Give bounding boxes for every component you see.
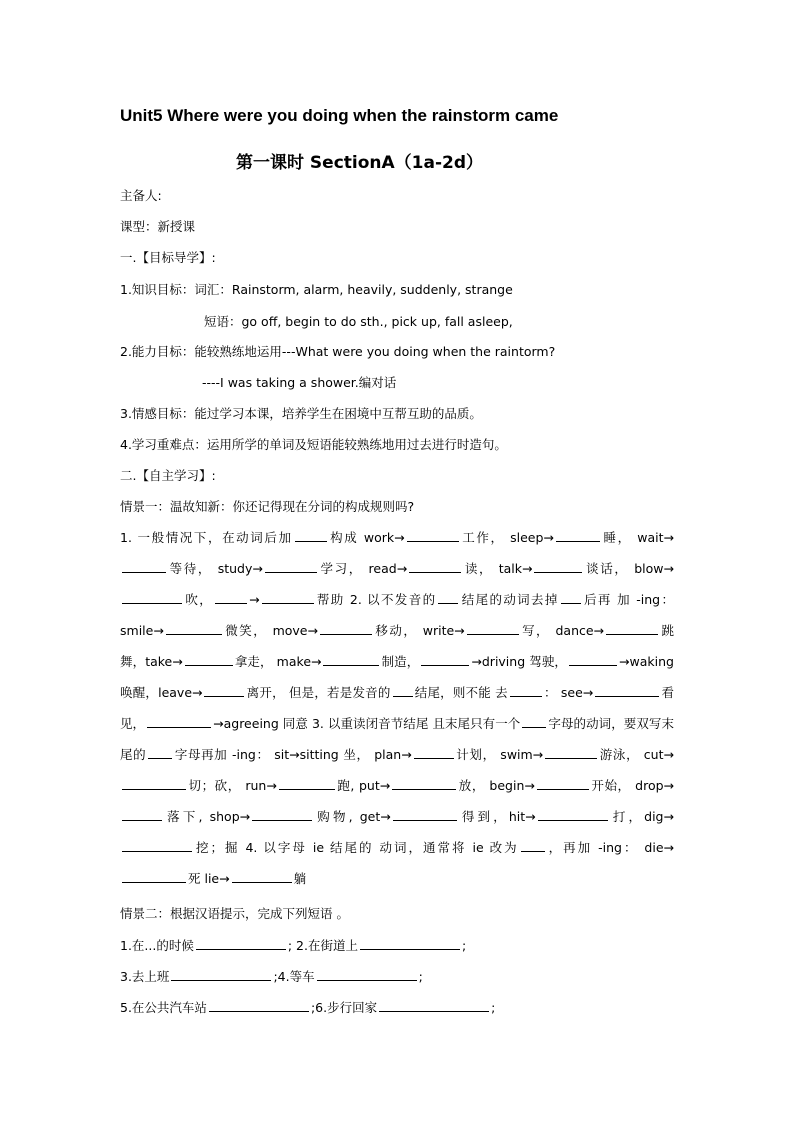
blank[interactable] [393, 683, 413, 697]
blank[interactable] [538, 807, 608, 821]
blank[interactable] [537, 776, 589, 790]
blank[interactable] [421, 652, 469, 666]
blank[interactable] [122, 838, 192, 852]
blank[interactable] [521, 838, 545, 852]
scene2-title: 情景二：根据汉语提示，完成下列短语 。 [120, 906, 349, 921]
blank[interactable] [252, 807, 312, 821]
blank[interactable] [510, 683, 542, 697]
blank[interactable] [379, 998, 489, 1012]
blank[interactable] [407, 528, 459, 542]
blank[interactable] [215, 590, 247, 604]
key-points: 4.学习重难点：运用所学的单词及短语能较熟练地用过去进行时造句。 [120, 437, 507, 452]
blank[interactable] [561, 590, 581, 604]
blank[interactable] [166, 621, 222, 635]
blank[interactable] [545, 745, 597, 759]
phrase-row-1: 1.在...的时候 ; 2.在街道上 ; [120, 938, 467, 953]
section1-heading: 一.【目标导学】: [120, 250, 216, 265]
knowledge-goal-vocab: 1.知识目标：词汇：Rainstorm, alarm, heavily, suddenly, strange [120, 282, 513, 297]
blank[interactable] [556, 528, 600, 542]
blank[interactable] [595, 683, 659, 697]
blank[interactable] [122, 590, 182, 604]
ability-goal: 2.能力目标：能较熟练地运用---What were you doing when the raintorm? [120, 344, 556, 359]
preparer-label: 主备人: [120, 188, 162, 203]
page-title: Unit5 Where were you doing when the rainstorm came [120, 106, 559, 125]
blank[interactable] [209, 998, 309, 1012]
blank[interactable] [606, 621, 658, 635]
blank[interactable] [360, 936, 460, 950]
blank[interactable] [122, 807, 162, 821]
blank[interactable] [148, 745, 172, 759]
page-subtitle: 第一课时 SectionA（1a-2d） [236, 153, 484, 173]
blank[interactable] [534, 559, 582, 573]
blank[interactable] [409, 559, 461, 573]
blank[interactable] [393, 807, 457, 821]
blank[interactable] [317, 967, 417, 981]
blank[interactable] [122, 869, 186, 883]
lesson-type: 课型：新授课 [120, 219, 196, 234]
blank[interactable] [122, 776, 186, 790]
blank[interactable] [196, 936, 286, 950]
scene1-title: 情景一：温故知新：你还记得现在分词的构成规则吗? [120, 499, 415, 514]
blank[interactable] [122, 559, 166, 573]
blank[interactable] [279, 776, 335, 790]
blank[interactable] [185, 652, 233, 666]
knowledge-goal-phrases: 短语：go off, begin to do sth., pick up, fall asleep, [204, 314, 513, 329]
blank[interactable] [320, 621, 372, 635]
blank[interactable] [232, 869, 292, 883]
blank[interactable] [262, 590, 314, 604]
section2-heading: 二.【自主学习】: [120, 468, 216, 483]
blank[interactable] [438, 590, 458, 604]
blank[interactable] [147, 714, 211, 728]
participle-rules-paragraph: 1. 一般情况下，在动词后加 构成 work→ 工作， sleep→ 睡， wait→等待， study→ 学习， read→ 读， talk→ 谈话， blow→吹， → 帮助 2. 以不发音的 结尾的动词去掉 后再 加 -ing： smile→ 微笑， move→ 移动， write→ 写， dance→ 跳舞，take→ 拿走， make→ 制造， →driving 驾驶， →waking 唤醒，leave→ 离开， 但是，若是发音的 结尾，则不能 去 ： see→ 看见， →agreeing 同意 3. 以重读闭音节结尾 且末尾只有一个 字母的动词，要双写末尾的 字母再加 -ing： sit→sitting 坐， plan→ 计划， swim→ 游泳， cut→切；砍， run→ 跑, put→ 放， begin→ 开始， drop→落下, shop→ 购物, get→ 得到，hit→ 打，dig→挖；掘 4. 以字母 ie 结尾的 动词，通常将 ie 改为 ，再加 -ing： die→死 lie→ 躺 [120, 530, 674, 886]
blank[interactable] [569, 652, 617, 666]
ability-goal-answer: ----I was taking a shower.编对话 [202, 375, 397, 390]
blank[interactable] [265, 559, 317, 573]
blank[interactable] [392, 776, 456, 790]
blank[interactable] [323, 652, 379, 666]
blank[interactable] [295, 528, 327, 542]
blank[interactable] [171, 967, 271, 981]
blank[interactable] [522, 714, 546, 728]
phrase-row-2: 3.去上班 ;4.等车 ; [120, 969, 423, 984]
phrase-row-3: 5.在公共汽车站 ;6.步行回家 ; [120, 1000, 496, 1015]
blank[interactable] [204, 683, 244, 697]
emotion-goal: 3.情感目标：能过学习本课，培养学生在困境中互帮互助的品质。 [120, 406, 482, 421]
blank[interactable] [414, 745, 454, 759]
blank[interactable] [467, 621, 519, 635]
